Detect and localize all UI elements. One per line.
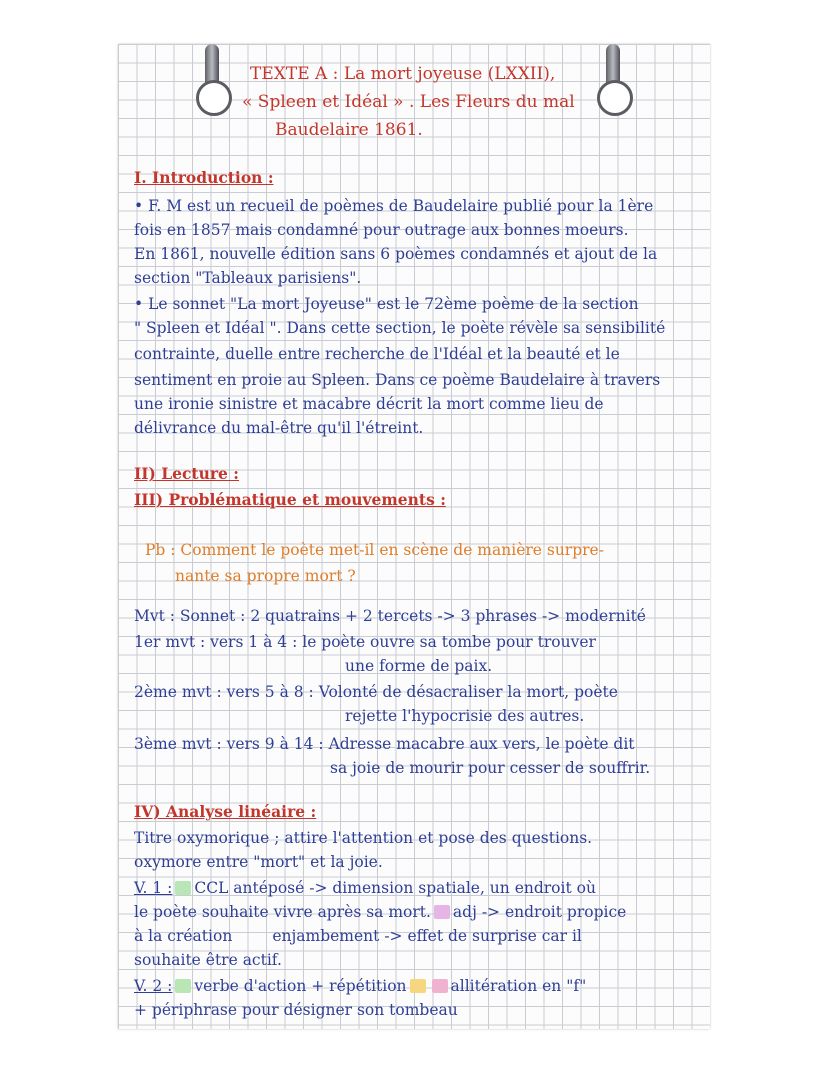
mouvement-1-cont: une forme de paix. [345,657,493,675]
analyse-v1-line-4: souhaite être actif. [134,951,282,969]
intro-p2-line-5: une ironie sinistre et macabre décrit la mort comme lieu de [134,395,604,413]
intro-heading: I. Introduction : [134,168,274,187]
analyse-v2-text: verbe d'action + répétition [194,977,407,995]
page-bottom-edge [118,1029,710,1031]
analyse-v1-line-3 [134,926,704,946]
problematique-line-1: Pb : Comment le poète met-il en scène de manière surpre- [145,541,604,559]
analyse-v2-line-2: + périphrase pour désigner son tombeau [134,1001,458,1019]
intro-p1-line-3: En 1861, nouvelle édition sans 6 poèmes condamnés et ajout de la [134,245,658,263]
mouvement-2: 2ème mvt : vers 5 à 8 : Volonté de désacraliser la mort, poète [134,683,618,701]
analyse-line-2: oxymore entre "mort" et la joie. [134,853,383,871]
title-line-1: TEXTE A : La mort joyeuse (LXXII), [250,64,556,84]
analyse-v1-text: CCL antéposé -> dimension spatiale, un endroit où [194,879,596,897]
analyse-heading: IV) Analyse linéaire : [134,802,317,821]
verse-1-label: V. 1 : [134,879,173,897]
mouvement-sonnet: Mvt : Sonnet : 2 quatrains + 2 tercets -> 3 phrases -> modernité [134,607,646,625]
intro-p2-line-3: contrainte, duelle entre recherche de l'Idéal et la beauté et le [134,345,620,363]
intro-p2-line-2: " Spleen et Idéal ". Dans cette section, le poète révèle sa sensibilité [134,319,666,337]
highlight-purple-marker [434,905,450,919]
title-line-2: « Spleen et Idéal » . Les Fleurs du mal [242,92,575,112]
highlight-yellow-marker [410,979,426,993]
analyse-v2-line [134,976,704,996]
mouvement-3: 3ème mvt : vers 9 à 14 : Adresse macabre aux vers, le poète dit [134,735,635,753]
punch-hole-left [196,80,232,116]
intro-p1-line-2: fois en 1857 mais condamné pour outrage aux bonnes moeurs. [134,221,629,239]
intro-p2-line-4: sentiment en proie au Spleen. Dans ce poème Baudelaire à travers [134,371,661,389]
analyse-v1-text-3: adj -> endroit propice [452,903,627,921]
verse-2-label: V. 2 : [134,977,173,995]
intro-p2-line-6: délivrance du mal-être qu'il l'étreint. [134,419,424,437]
intro-p1-line-4: section "Tableaux parisiens". [134,269,362,287]
problematique-heading: III) Problématique et mouvements : [134,490,446,509]
intro-p1-line-1: • F. M est un recueil de poèmes de Baudelaire publié pour la 1ère [134,197,654,215]
analyse-v1-line-2 [134,902,704,922]
highlight-green-marker-2 [175,979,191,993]
lecture-heading: II) Lecture : [134,464,240,483]
mouvement-2-cont: rejette l'hypocrisie des autres. [345,707,585,725]
analyse-v1-text-2: le poète souhaite vivre après sa mort. [134,903,431,921]
highlight-green-marker [175,881,191,895]
analyse-v2-text-2: allitération en "f" [450,977,587,995]
mouvement-3-cont: sa joie de mourir pour cesser de souffrir. [330,759,651,777]
title-line-3: Baudelaire 1861. [275,120,423,140]
mouvement-1: 1er mvt : vers 1 à 4 : le poète ouvre sa tombe pour trouver [134,633,596,651]
analyse-v1-text-4: à la création [134,927,233,945]
analyse-line-1: Titre oxymorique ; attire l'attention et pose des questions. [134,829,593,847]
analyse-v1-text-5: enjambement -> effet de surprise car il [272,927,582,945]
problematique-line-2: nante sa propre mort ? [175,567,356,585]
intro-p2-line-1: • Le sonnet "La mort Joyeuse" est le 72ème poème de la section [134,295,639,313]
highlight-pink-marker [432,979,448,993]
analyse-v1-line [134,878,704,898]
